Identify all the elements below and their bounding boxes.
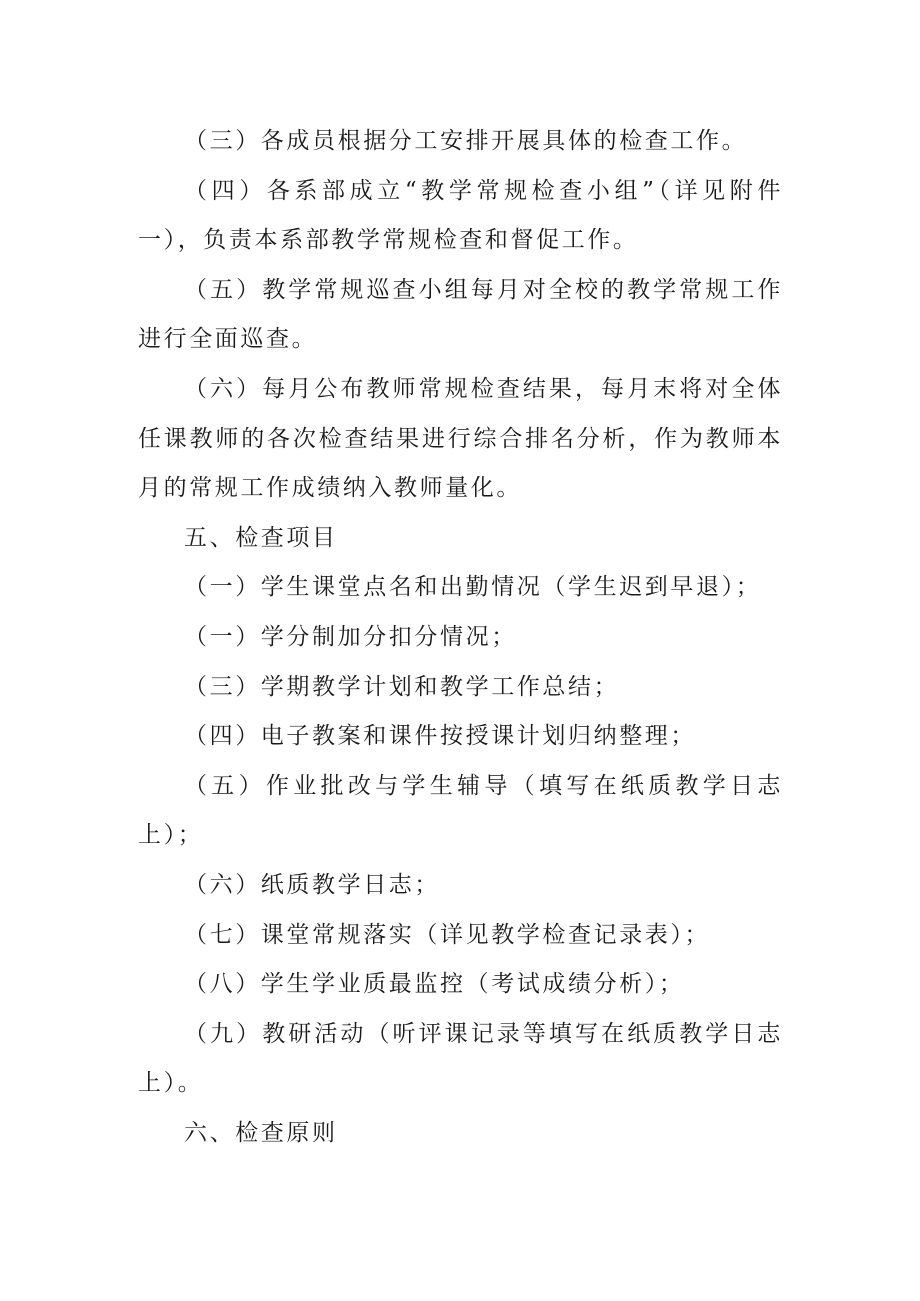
paragraph-4: （六）每月公布教师常规检查结果，每月末将对全体任课教师的各次检查结果进行综合排名分析，作为教师本月的常规工作成绩纳入教师量化。 (138, 375, 783, 502)
paragraph-3: （五）教学常规巡查小组每月对全校的教学常规工作进行全面巡查。 (138, 276, 783, 353)
list-item: （三）学期教学计划和教学工作总结； (184, 673, 620, 700)
list-item: （四）电子教案和课件按授课计划归纳整理； (184, 723, 696, 750)
section-heading-inspection-items: 五、检查项目 (184, 524, 338, 551)
paragraph-1: （三）各成员根据分工安排开展具体的检查工作。 (184, 128, 748, 154)
document-body (138, 117, 783, 1158)
list-item: （五）作业批改与学生辅导（填写在纸质教学日志上）； (138, 772, 783, 849)
section-heading-inspection-principles: 六、检查原则 (184, 1119, 338, 1146)
list-item: （一）学分制加分扣分情况； (184, 623, 517, 650)
list-item: （九）教研活动（听评课记录等填写在纸质教学日志上）。 (138, 1020, 783, 1097)
list-item: （一）学生课堂点名和出勤情况（学生迟到早退）； (184, 574, 762, 601)
paragraph-2: （四）各系部成立“教学常规检查小组”（详见附件一），负责本系部教学常规检查和督促工作。 (138, 177, 783, 254)
list-item: （六）纸质教学日志； (184, 871, 440, 898)
list-item: （七）课堂常规落实（详见教学检查记录表）； (184, 921, 711, 948)
list-item: （八）学生学业质最监控（考试成绩分析）； (184, 971, 685, 998)
